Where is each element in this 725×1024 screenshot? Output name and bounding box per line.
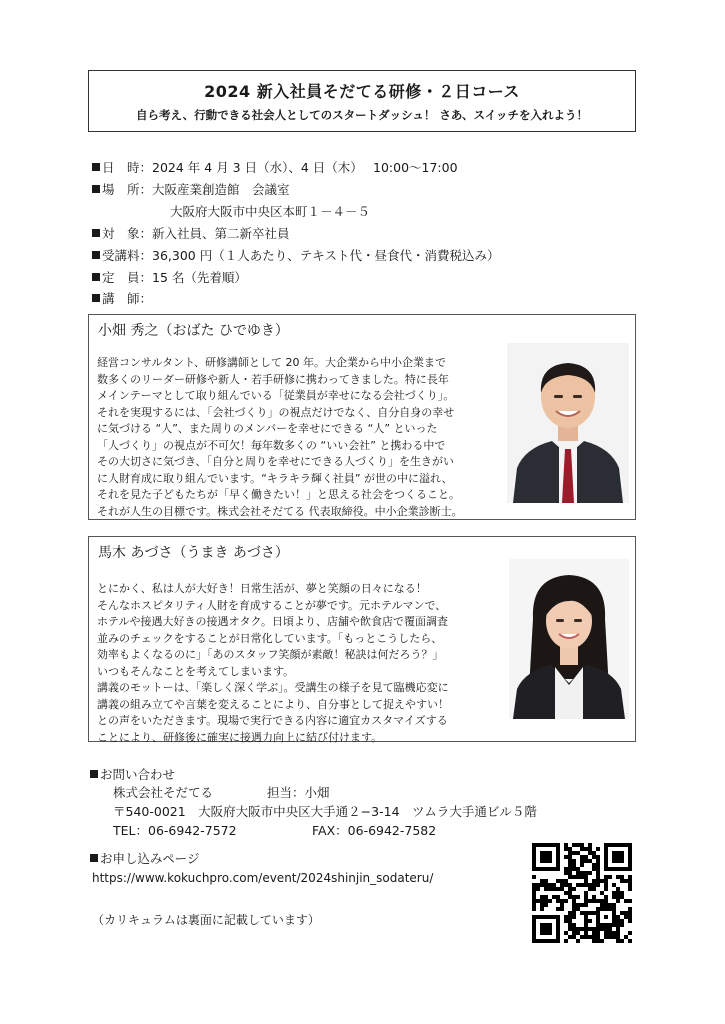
info-instructor: 講 師： (92, 289, 152, 309)
contact-person: 担当：小畑 (267, 785, 330, 800)
bullet-square-icon (92, 251, 100, 259)
instructor-photo (507, 343, 629, 503)
title-box (88, 70, 636, 132)
application-heading: お申し込みページ (90, 850, 200, 867)
page-subtitle: 自ら考え、行動できる社会人としてのスタートダッシュ！ さあ、スイッチを入れよう！ (135, 108, 589, 122)
info-place-address: 大阪府大阪市中央区本町１－４－５ (170, 204, 371, 219)
qr-code[interactable] (532, 843, 632, 943)
info-place: 場 所：大阪産業創造館 会議室 (92, 180, 290, 200)
bullet-square-icon (90, 854, 98, 862)
info-date: 日 時：2024 年 4 月 3 日（水）、4 日（木） 10:00〜17:00 (92, 158, 458, 178)
contact-address: 〒540-0021 大阪府大阪市中央区大手通２−3-14 ツムラ大手通ビル５階 (113, 804, 537, 819)
instructor-name: 馬木 あづさ（うまき あづさ） (98, 545, 289, 561)
contact-company: 株式会社そだてる (113, 785, 214, 800)
instructor-card (88, 314, 636, 520)
application-url[interactable]: https://www.kokuchpro.com/event/2024shinjin_sodateru/ (92, 871, 434, 885)
info-capacity: 定 員：15 名（先着順） (92, 268, 247, 288)
instructor-bio: 経営コンサルタント、研修講師として 20 年。大企業から中小企業まで 数多くのリーダー研修や新人・若手研修に携わってきました。特に長年 メインテーマとして取り組んでいる「従業員が幸せになる会社づくり」。 それを実現するには、「会社づくり」の視点だけでなく、自分自身の幸せ に気づける “人”、また周りのメンバーを幸せにできる “人” といった 「人づくり」の視点が不可欠！毎年数多くの “いい会社” と携わる中で その大切さに気づき、「自分と周りを幸せにできる人づくり」を生きがい に人財育成に取り組んでいます。“キラキラ輝く社員” が世の中に溢れ、 それを見た子どもたちが「早く働きたい！」と思える社会をつくること。 それが人生の目標です。株式会社そだてる 代表取締役。中小企業診断士。 (97, 356, 463, 518)
instructor-card (88, 536, 636, 742)
contact-fax: FAX：06-6942-7582 (312, 823, 437, 838)
instructor-name: 小畑 秀之（おばた ひでゆき） (98, 323, 289, 339)
bullet-square-icon (92, 185, 100, 193)
bullet-square-icon (92, 229, 100, 237)
bullet-square-icon (90, 770, 98, 778)
bullet-square-icon (92, 294, 100, 302)
info-fee: 受講料：36,300 円（１人あたり、テキスト代・昼食代・消費税込み） (92, 246, 499, 266)
contact-tel: TEL：06-6942-7572 (113, 823, 237, 838)
instructor-photo (509, 559, 629, 719)
info-target: 対 象：新入社員、第二新卒社員 (92, 224, 290, 244)
contact-heading: お問い合わせ (90, 766, 175, 783)
bullet-square-icon (92, 163, 100, 171)
page-title: 2024 新入社員そだてる研修・２日コース (204, 82, 520, 101)
bullet-square-icon (92, 273, 100, 281)
instructor-bio: とにかく、私は人が大好き！日常生活が、夢と笑顔の日々になる！ そんなホスピタリティ人財を育成することが夢です。元ホテルマンで、 ホテルや接遇大好きの接遇オタク。日頃より、店舗や飲食店で覆面調査 並みのチェックをすることが日常化しています。「もっとこうしたら、 効率もよくなるのに」「あのスタッフ笑顔が素敵！秘訣は何だろう？」 いつもそんなことを考えてしまいます。 講義のモットーは、「楽しく深く学ぶ」。受講生の様子を見て臨機応変に 講義の組み立てや言葉を変えることにより、自分事として捉えやすい！ との声をいただきます。現場で実行できる内容に適宜カスタマイズする ことにより、研修後に確実に接遇力向上に結び付けます。 (97, 582, 449, 744)
curriculum-note: （カリキュラムは裏面に記載しています） (92, 913, 320, 927)
